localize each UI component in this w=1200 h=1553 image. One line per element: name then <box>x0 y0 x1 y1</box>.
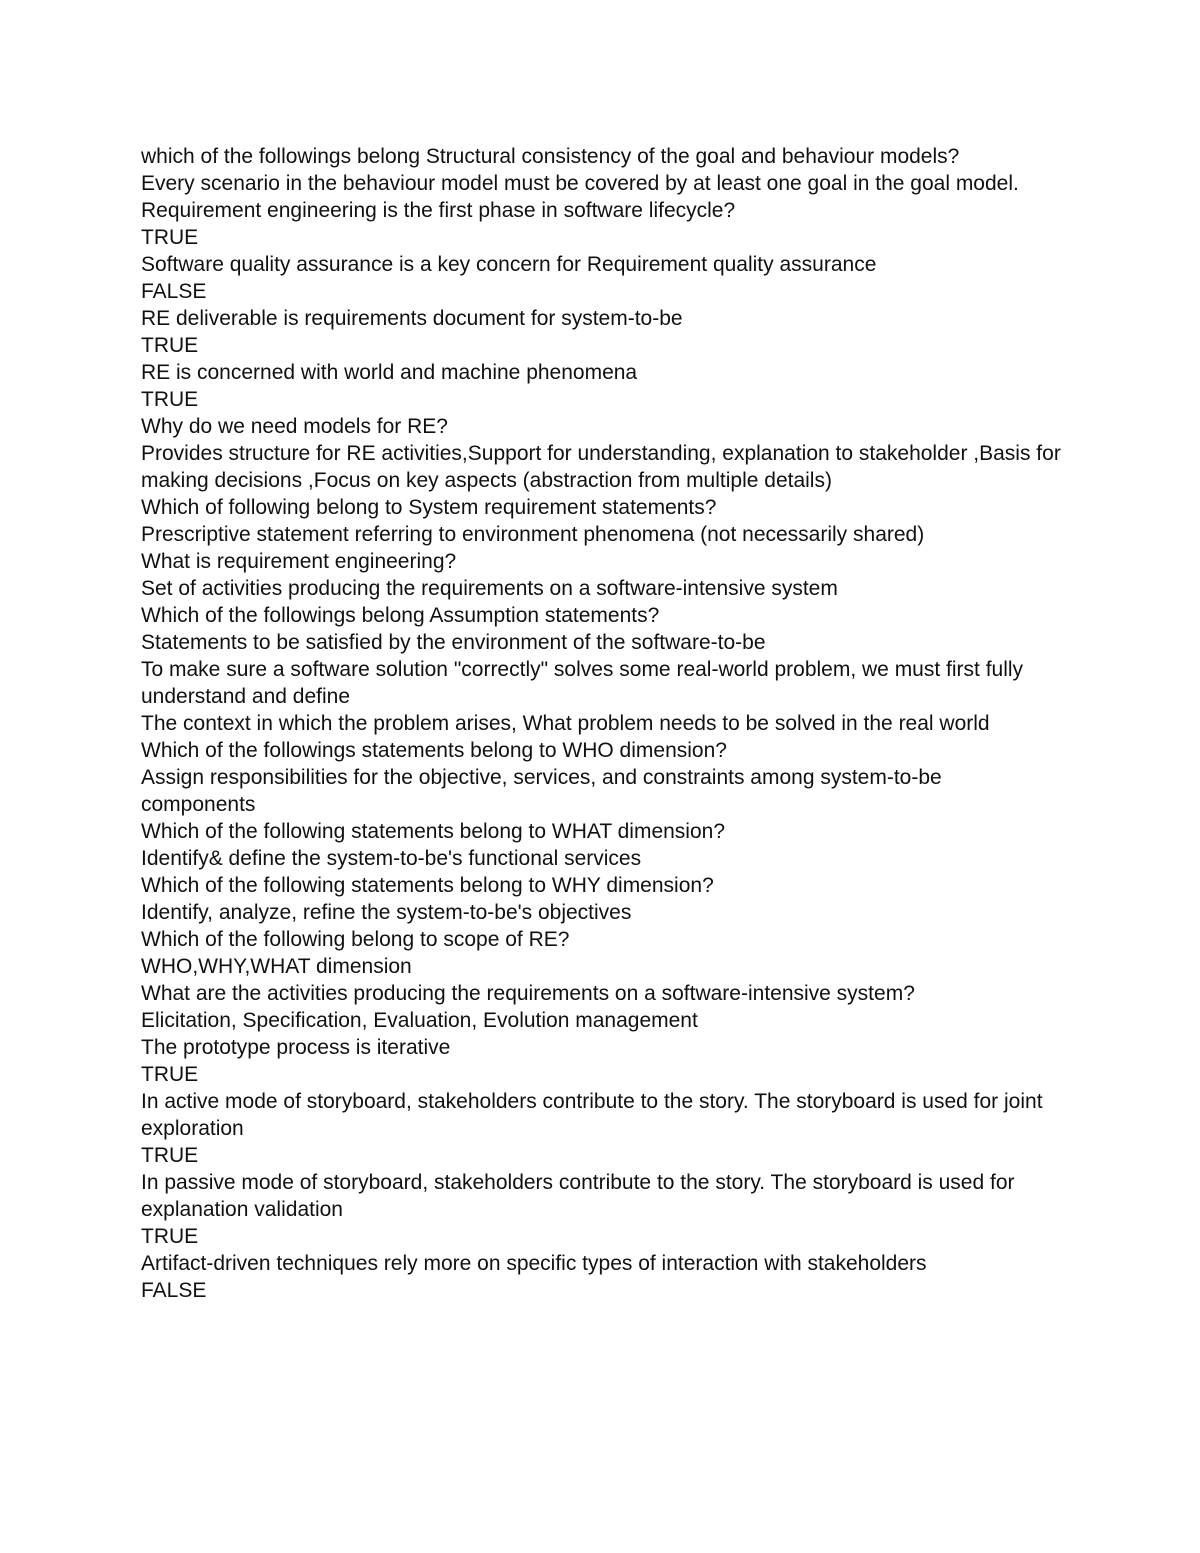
question-line: which of the followings belong Structural consistency of the goal and behaviour models? <box>141 145 960 168</box>
question-line: Why do we need models for RE? <box>141 415 448 438</box>
answer-line: TRUE <box>141 1144 199 1167</box>
question-line: The prototype process is iterative <box>141 1036 451 1059</box>
answer-line: Set of activities producing the requirements on a software-intensive system <box>141 577 838 600</box>
answer-line: TRUE <box>141 1063 199 1086</box>
answer-line: Prescriptive statement referring to environment phenomena (not necessarily shared) <box>141 523 925 546</box>
answer-line: TRUE <box>141 388 199 411</box>
answer-line: The context in which the problem arises, What problem needs to be solved in the real world <box>141 712 990 735</box>
question-line: Requirement engineering is the first phase in software lifecycle? <box>141 199 736 222</box>
answer-line: TRUE <box>141 334 199 357</box>
question-line: Artifact-driven techniques rely more on specific types of interaction with stakeholders <box>141 1252 927 1275</box>
question-line: To make sure a software solution "correctly" solves some real-world problem, we must first fully understand and define <box>141 658 1024 708</box>
answer-line: Every scenario in the behaviour model must be covered by at least one goal in the goal model. <box>141 172 1019 195</box>
question-line: Which of the followings statements belong to WHO dimension? <box>141 739 727 762</box>
question-line: Which of the followings belong Assumption statements? <box>141 604 660 627</box>
question-line: Which of the following statements belong to WHY dimension? <box>141 874 714 897</box>
answer-line: Provides structure for RE activities,Support for understanding, explanation to stakeholder ,Basis for making decisions ,Focus on key aspects (abstraction from multiple details) <box>141 442 1061 492</box>
question-line: RE deliverable is requirements document for system-to-be <box>141 307 683 330</box>
answer-line: Identify& define the system-to-be's functional services <box>141 847 642 870</box>
question-line: In active mode of storyboard, stakeholders contribute to the story. The storyboard is used for joint exploration <box>141 1090 1043 1140</box>
document-body <box>141 143 1061 1304</box>
answer-line: Assign responsibilities for the objective, services, and constraints among system-to-be components <box>141 766 942 816</box>
question-line: In passive mode of storyboard, stakeholders contribute to the story. The storyboard is used for explanation validation <box>141 1171 1015 1221</box>
answer-line: FALSE <box>141 280 207 303</box>
answer-line: TRUE <box>141 226 199 249</box>
question-line: Which of the following statements belong to WHAT dimension? <box>141 820 726 843</box>
question-line: What are the activities producing the requirements on a software-intensive system? <box>141 982 915 1005</box>
question-line: What is requirement engineering? <box>141 550 457 573</box>
answer-line: TRUE <box>141 1225 199 1248</box>
question-line: Which of the following belong to scope of RE? <box>141 928 570 951</box>
answer-line: WHO,WHY,WHAT dimension <box>141 955 412 978</box>
question-line: Software quality assurance is a key concern for Requirement quality assurance <box>141 253 877 276</box>
answer-line: Elicitation, Specification, Evaluation, Evolution management <box>141 1009 698 1032</box>
answer-line: FALSE <box>141 1279 207 1302</box>
question-line: Which of following belong to System requirement statements? <box>141 496 717 519</box>
question-line: RE is concerned with world and machine phenomena <box>141 361 638 384</box>
answer-line: Identify, analyze, refine the system-to-be's objectives <box>141 901 632 924</box>
answer-line: Statements to be satisfied by the environment of the software-to-be <box>141 631 766 654</box>
